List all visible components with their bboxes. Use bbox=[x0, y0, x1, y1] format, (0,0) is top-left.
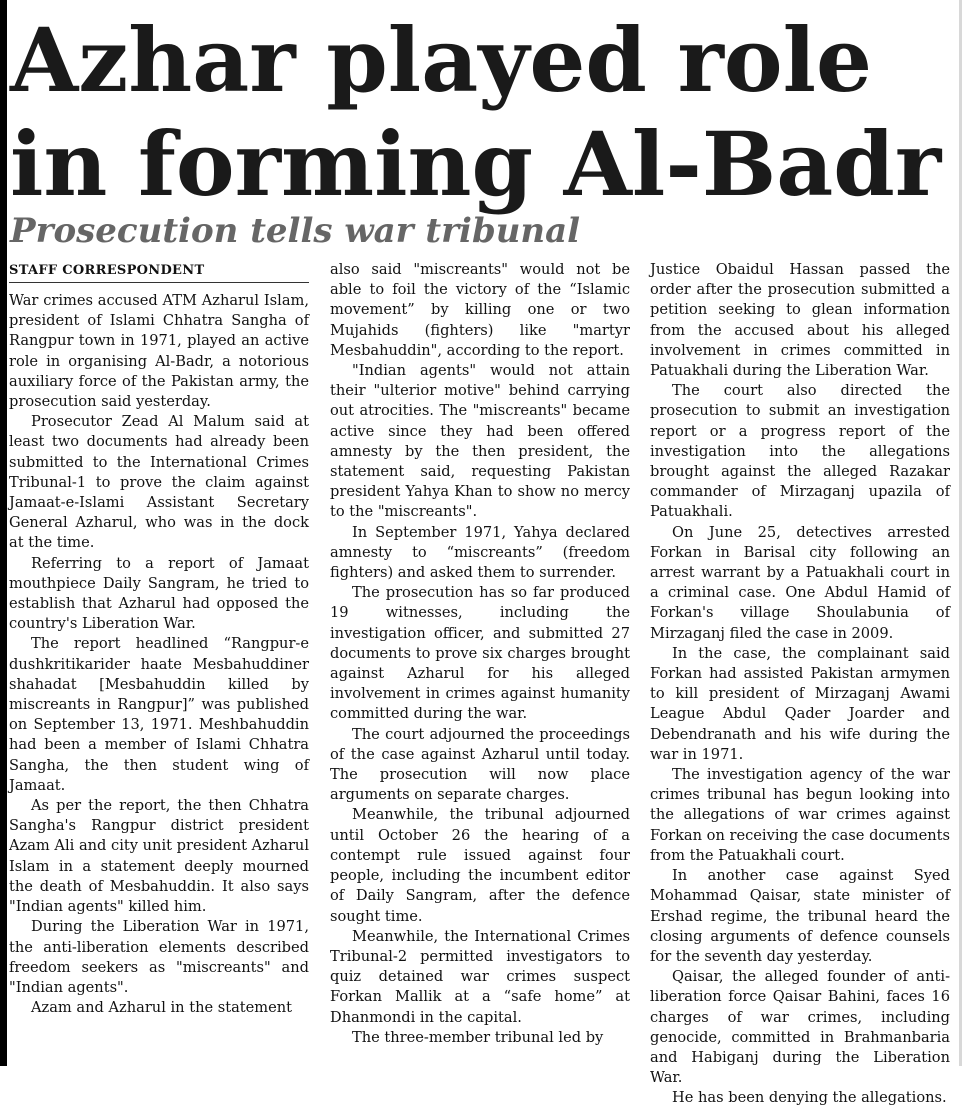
headline-line-1: Azhar played role bbox=[10, 8, 872, 112]
subheadline: Prosecution tells war tribunal bbox=[10, 211, 581, 251]
paragraph: Justice Obaidul Hassan passed the order after the prosecution submitted a petition seeking to glean information from the accused about his alleged involvement in crimes committed in Patuakhali during the Liberation War. bbox=[650, 261, 950, 380]
headline bbox=[10, 8, 950, 216]
paragraph: On June 25, detectives arrested Forkan in Barisal city following an arrest warrant by a Patuakhali court in a criminal case. One Abdul Hamid of Forkan's village Shoulabunia of Mirzaganj filed the case in 2009. bbox=[650, 523, 950, 642]
paragraph: The court adjourned the proceedings of the case against Azharul until today. The prosecution will now place arguments on separate charges. bbox=[330, 725, 630, 804]
paragraph: The three-member tribunal led by bbox=[352, 1028, 604, 1046]
paragraph: The investigation agency of the war crimes tribunal has begun looking into the allegations of war crimes against Forkan on receiving the case documents from the Patuakhali court. bbox=[650, 766, 950, 864]
paragraph: As per the report, the then Chhatra Sangha's Rangpur district president Azam Ali and city unit president Azharul Islam in a statement deeply mourned the death of Mesbahuddin. It also says "Indian agents" killed him. bbox=[9, 797, 309, 916]
paragraph: During the Liberation War in 1971, the anti-liberation elements described freedom seekers as "miscreants" and "Indian agents". bbox=[9, 918, 309, 996]
article-column-3 bbox=[650, 260, 950, 1107]
paragraph: Azam and Azharul in the statement bbox=[31, 999, 293, 1017]
paragraph: In the case, the complainant said Forkan had assisted Pakistan armymen to kill president of Mirzaganj Awami League Abdul Qader Joarder and Debendranath and his wife during the war in 1971. bbox=[650, 644, 950, 763]
paragraph: He has been denying the allegations. bbox=[672, 1089, 947, 1107]
paragraph: Referring to a report of Jamaat mouthpiece Daily Sangram, he tried to establish that Azharul had opposed the country's Liberation War. bbox=[9, 554, 309, 633]
paragraph: War crimes accused ATM Azharul Islam, president of Islami Chhatra Sangha of Rangpur town in 1971, played an active role in organising Al-Badr, a notorious auxiliary force of the Pakistan army, the prosecution said yesterday. bbox=[9, 292, 309, 411]
byline: STAFF CORRESPONDENT bbox=[9, 260, 309, 283]
article-column-2 bbox=[330, 260, 630, 1066]
paragraph: The prosecution has so far produced 19 witnesses, including the investigation officer, and submitted 27 documents to prove six charges brought against Azharul for his alleged involvement in crimes against humanity committed during the war. bbox=[330, 584, 630, 723]
article-column-1 bbox=[9, 260, 309, 1066]
paragraph: In September 1971, Yahya declared amnesty to “miscreants” (freedom fighters) and asked them to surrender. bbox=[330, 523, 630, 582]
paragraph: The report headlined “Rangpur-e dushkritikarider haate Mesbahuddiner shahadat [Mesbahuddin killed by miscreants in Rangpur]” was published on September 13, 1971. Meshbahuddin had been a member of Islami Chhatra Sangha, the then student wing of Jamaat. bbox=[9, 635, 309, 794]
paragraph: Qaisar, the alleged founder of anti-liberation force Qaisar Bahini, faces 16 charges of war crimes, including genocide, committed in Brahmanbaria and Habiganj during the Liberation War. bbox=[650, 968, 950, 1087]
headline-line-2: in forming Al-Badr bbox=[10, 112, 942, 216]
paragraph: Prosecutor Zead Al Malum said at least two documents had already been submitted to the International Crimes Tribunal-1 to prove the claim against Jamaat-e-Islami Assistant Secretary General Azharul, who was in the dock at the time. bbox=[9, 413, 309, 552]
paragraph: "Indian agents" would not attain their "ulterior motive" behind carrying out atrocities. The "miscreants" became active since they had been offered amnesty by the then president, the statement said, requesting Pakistan president Yahya Khan to show no mercy to the "miscreants". bbox=[330, 362, 630, 521]
left-margin-bar bbox=[0, 0, 7, 1066]
paragraph: The court also directed the prosecution to submit an investigation report or a progress report of the investigation into the allegations brought against the alleged Razakar commander of Mirzaganj upazila of Patuakhali. bbox=[650, 382, 950, 521]
paragraph: Meanwhile, the International Crimes Tribunal-2 permitted investigators to quiz detained war crimes suspect Forkan Mallik at a “safe home” at Dhanmondi in the capital. bbox=[330, 927, 630, 1026]
paragraph: In another case against Syed Mohammad Qaisar, state minister of Ershad regime, the tribunal heard the closing arguments of defence counsels for the seventh day yesterday. bbox=[650, 867, 950, 965]
paragraph: Meanwhile, the tribunal adjourned until October 26 the hearing of a contempt rule issued against four people, including the incumbent editor of Daily Sangram, after the defence sought time. bbox=[330, 806, 630, 925]
paragraph: also said "miscreants" would not be able to foil the victory of the “Islamic movement” by killing one or two Mujahids (fighters) like "martyr Mesbahuddin", according to the report. bbox=[330, 261, 630, 359]
